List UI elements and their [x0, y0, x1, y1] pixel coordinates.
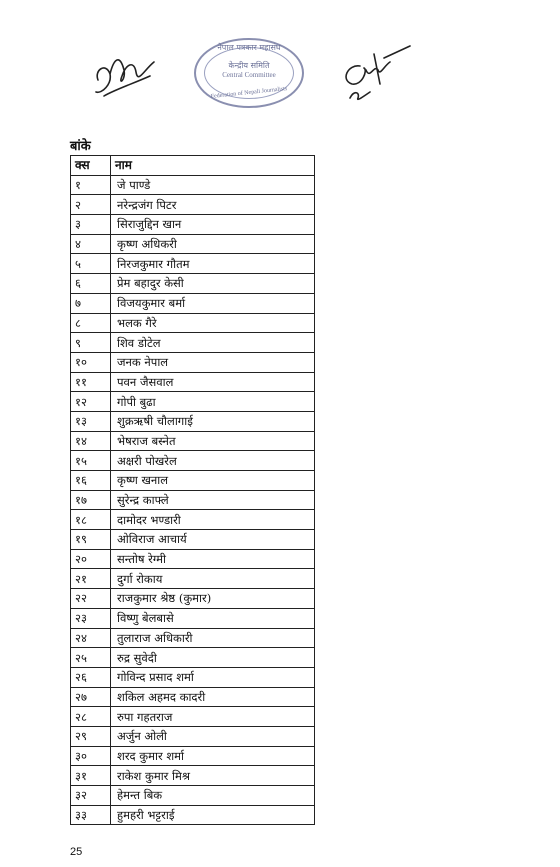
table-row — [71, 313, 315, 333]
serial-number: १६ — [71, 471, 111, 491]
member-name: कृष्ण खनाल — [111, 471, 315, 491]
member-name: रुद्र सुवेदी — [111, 648, 315, 668]
table-row — [71, 215, 315, 235]
member-name: राजकुमार श्रेष्ठ (कुमार) — [111, 589, 315, 609]
table-row — [71, 589, 315, 609]
member-name: दुर्गा रोकाय — [111, 569, 315, 589]
seal-text-line1: नेपाल पत्रकार महासंघ — [217, 43, 281, 52]
serial-number: २ — [71, 195, 111, 215]
member-name: नरेन्द्रजंग पिटर — [111, 195, 315, 215]
member-name: राकेश कुमार मिश्र — [111, 766, 315, 786]
member-name: शुक्रऋषी चौलागाई — [111, 411, 315, 431]
table-row — [71, 805, 315, 825]
member-name: हेमन्त बिक — [111, 786, 315, 806]
table-row — [71, 530, 315, 550]
serial-number: १२ — [71, 392, 111, 412]
member-name: गोपी बुढा — [111, 392, 315, 412]
seal-text-line3: Central Committee — [222, 71, 276, 79]
serial-number: १५ — [71, 451, 111, 471]
serial-number: ३० — [71, 746, 111, 766]
seal-text-line4: Federation of Nepali Journalists — [210, 86, 288, 100]
member-name: निरजकुमार गौतम — [111, 254, 315, 274]
serial-number: २९ — [71, 726, 111, 746]
table-row — [71, 451, 315, 471]
signature-right — [330, 40, 414, 104]
serial-number: १८ — [71, 510, 111, 530]
member-name: हुमहरी भट्टराई — [111, 805, 315, 825]
table-row — [71, 411, 315, 431]
table-row — [71, 254, 315, 274]
serial-number: ११ — [71, 372, 111, 392]
member-name: अर्जुन ओली — [111, 726, 315, 746]
member-name: गोविन्द प्रसाद शर्मा — [111, 667, 315, 687]
member-name: सन्तोष रेग्मी — [111, 549, 315, 569]
serial-number: ८ — [71, 313, 111, 333]
member-name: प्रेम बहादुर केसी — [111, 274, 315, 294]
serial-number: १३ — [71, 411, 111, 431]
table-row — [71, 471, 315, 491]
table-row — [71, 707, 315, 727]
serial-number: ३ — [71, 215, 111, 235]
header-serial: क्स — [71, 156, 111, 176]
member-name: शिव डोटेल — [111, 333, 315, 353]
member-name: रुपा गहतराज — [111, 707, 315, 727]
member-name: जनक नेपाल — [111, 352, 315, 372]
table-row — [71, 746, 315, 766]
table-row — [71, 490, 315, 510]
table-row — [71, 549, 315, 569]
serial-number: ७ — [71, 293, 111, 313]
federation-seal — [194, 38, 304, 108]
serial-number: २५ — [71, 648, 111, 668]
member-name: ओविराज आचार्य — [111, 530, 315, 550]
serial-number: ६ — [71, 274, 111, 294]
serial-number: २२ — [71, 589, 111, 609]
seal-text-line2: केन्द्रीय समिति — [228, 61, 270, 70]
serial-number: २४ — [71, 628, 111, 648]
member-name: भेषराज बस्नेत — [111, 431, 315, 451]
serial-number: २३ — [71, 608, 111, 628]
district-heading: बांके — [70, 139, 91, 154]
serial-number: ३२ — [71, 786, 111, 806]
table-header-row — [71, 156, 315, 176]
serial-number: २७ — [71, 687, 111, 707]
table-row — [71, 786, 315, 806]
table-row — [71, 687, 315, 707]
table-body — [71, 175, 315, 825]
table-row — [71, 195, 315, 215]
table-row — [71, 766, 315, 786]
serial-number: ३१ — [71, 766, 111, 786]
serial-number: ४ — [71, 234, 111, 254]
header-name: नाम — [111, 156, 315, 176]
table-row — [71, 392, 315, 412]
serial-number: ९ — [71, 333, 111, 353]
table-row — [71, 569, 315, 589]
serial-number: ५ — [71, 254, 111, 274]
table-row — [71, 352, 315, 372]
member-name: विष्णु बेलबासे — [111, 608, 315, 628]
page-number: 25 — [70, 846, 83, 858]
member-name: भलक गैरे — [111, 313, 315, 333]
serial-number: १७ — [71, 490, 111, 510]
table-row — [71, 510, 315, 530]
member-name: अक्षरी पोखरेल — [111, 451, 315, 471]
member-name: तुलाराज अधिकारी — [111, 628, 315, 648]
serial-number: १४ — [71, 431, 111, 451]
table-row — [71, 274, 315, 294]
serial-number: १ — [71, 175, 111, 195]
table-row — [71, 726, 315, 746]
table-row — [71, 667, 315, 687]
table-row — [71, 648, 315, 668]
table-row — [71, 608, 315, 628]
serial-number: ३३ — [71, 805, 111, 825]
table-row — [71, 175, 315, 195]
member-name: सिराजुद्दिन खान — [111, 215, 315, 235]
table-row — [71, 333, 315, 353]
table-row — [71, 234, 315, 254]
serial-number: १० — [71, 352, 111, 372]
table-row — [71, 293, 315, 313]
member-name: पवन जैसवाल — [111, 372, 315, 392]
member-table — [70, 155, 315, 825]
member-name: कृष्ण अधिकरी — [111, 234, 315, 254]
serial-number: १९ — [71, 530, 111, 550]
member-name: सुरेन्द्र काफ्ले — [111, 490, 315, 510]
serial-number: २० — [71, 549, 111, 569]
serial-number: २१ — [71, 569, 111, 589]
member-name: जे पाण्डे — [111, 175, 315, 195]
table-row — [71, 628, 315, 648]
serial-number: २८ — [71, 707, 111, 727]
member-name: शकिल अहमद कादरी — [111, 687, 315, 707]
serial-number: २६ — [71, 667, 111, 687]
table-row — [71, 372, 315, 392]
member-name: दामोदर भण्डारी — [111, 510, 315, 530]
signature-left — [84, 40, 164, 104]
table-row — [71, 431, 315, 451]
member-name: शरद कुमार शर्मा — [111, 746, 315, 766]
member-name: विजयकुमार बर्मा — [111, 293, 315, 313]
